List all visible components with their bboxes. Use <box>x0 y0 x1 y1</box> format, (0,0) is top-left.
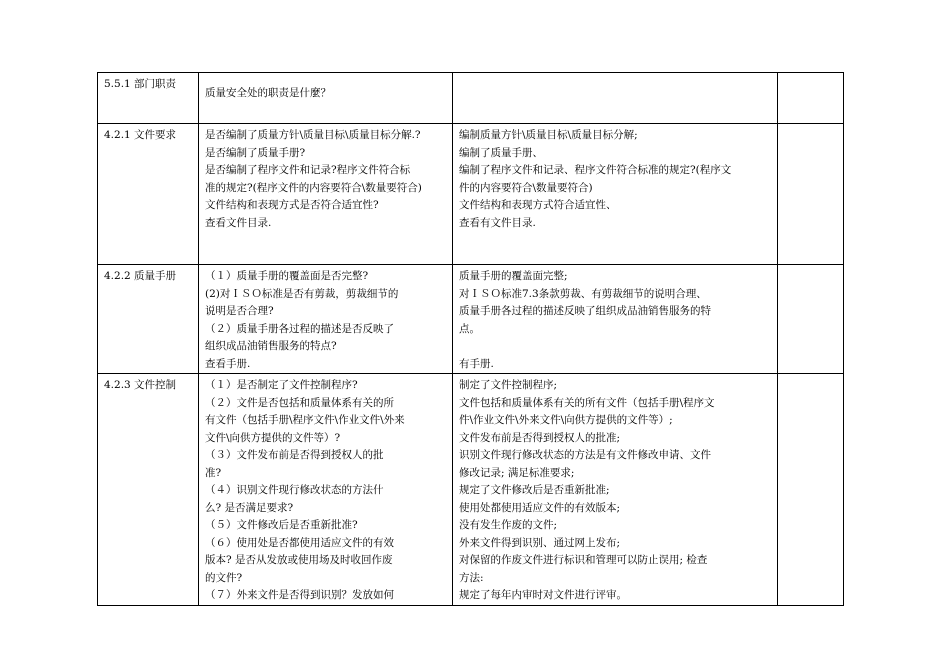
finding-cell <box>453 265 778 374</box>
table-row <box>98 73 844 124</box>
finding-line <box>459 338 771 356</box>
question-line: 查看文件目录. <box>205 216 272 229</box>
finding-line: 文件包括和质量体系有关的所有文件（包括手册\程序文 <box>459 396 715 409</box>
section-label: 4.2.3 文件控制 <box>104 379 177 391</box>
question-line: （３）文件发布前是否得到授权人的批 <box>205 449 384 461</box>
finding-cell <box>453 374 778 606</box>
question-line: 说明是否合理? <box>205 305 274 317</box>
finding-line: 质量手册各过程的描述反映了组织成品油销售服务的特 <box>459 305 711 317</box>
finding-line: 方法: <box>459 571 484 584</box>
finding-line: 使用处都使用适应文件的有效版本; <box>459 501 621 514</box>
section-cell <box>98 374 199 606</box>
question-line: 组织成品油销售服务的特点? <box>205 340 337 352</box>
table-row <box>98 265 844 374</box>
remarks-cell <box>778 73 844 124</box>
question-line: （７）外来文件是否得到识别？发放如何 <box>205 589 394 601</box>
question-line: 准的规定?(程序文件的内容要符合\数量要符合) <box>205 181 422 194</box>
finding-line: 识别文件现行修改状态的方法是有文件修改申请、文件 <box>459 449 711 461</box>
finding-line: 查看有文件目录. <box>459 216 536 229</box>
finding-line: 外来文件得到识别、通过网上发布; <box>459 536 621 549</box>
remarks-cell <box>778 124 844 265</box>
question-line: 文件结构和表现方式是否符合适宜性? <box>205 199 379 211</box>
finding-line: 编制了程序文件和记录、程序文件符合标准的规定?(程序文 <box>459 164 732 176</box>
finding-cell <box>453 124 778 265</box>
question-line: 质量安全处的职责是什麼？ <box>205 87 331 99</box>
finding-line: 质量手册的覆盖面完整; <box>459 270 568 282</box>
question-line: 版本? 是否从发放或使用场及时收回作废 <box>205 554 393 566</box>
finding-line: 规定了文件修改后是否重新批准; <box>459 484 610 496</box>
question-cell <box>199 374 453 606</box>
finding-line: 对ＩＳＯ标准7.3条款剪裁、有剪裁细节的说明合理、 <box>459 287 707 300</box>
finding-line: 规定了每年内审时对文件进行评审。 <box>459 589 627 601</box>
finding-line: 修改记录; 满足标准要求; <box>459 466 575 479</box>
question-line: 的文件? <box>205 571 243 584</box>
finding-line: 编制质量方针\质量目标\质量目标分解; <box>459 129 638 141</box>
finding-cell <box>453 73 778 124</box>
question-line: （５）文件修改后是否重新批准? <box>205 519 358 531</box>
audit-checklist-table <box>97 72 844 606</box>
question-line: 是否编制了质量手册? <box>205 146 306 159</box>
question-line: 准? <box>205 466 222 479</box>
question-cell <box>199 73 453 124</box>
question-line: 是否编制了程序文件和记录?程序文件符合标 <box>205 164 411 176</box>
question-line: 查看手册. <box>205 357 251 370</box>
question-cell <box>199 265 453 374</box>
question-line: （１）质量手册的覆盖面是否完整? <box>205 270 369 282</box>
question-line: 文件\向供方提供的文件等）? <box>205 431 341 444</box>
question-line: 么? 是否满足要求? <box>205 501 294 514</box>
question-line: (2)对ＩＳＯ标准是否有剪裁，剪裁细节的 <box>205 287 399 300</box>
finding-line: 没有发生作废的文件; <box>459 519 558 531</box>
section-label: 5.5.1 部门职责 <box>104 78 177 90</box>
finding-line: 有手册. <box>459 357 494 370</box>
question-line: （４）识别文件现行修改状态的方法什 <box>205 484 384 496</box>
question-line: （２）文件是否包括和质量体系有关的所 <box>205 396 394 409</box>
finding-line: 对保留的作废文件进行标识和管理可以防止误用; 检查 <box>459 554 708 566</box>
remarks-cell <box>778 374 844 606</box>
table-row <box>98 374 844 606</box>
question-line: （１）是否制定了文件控制程序? <box>205 379 358 391</box>
finding-line: 点。 <box>459 322 480 335</box>
finding-line: 文件发布前是否得到授权人的批准; <box>459 431 621 444</box>
section-label: 4.2.2 质量手册 <box>104 270 177 282</box>
section-label: 4.2.1 文件要求 <box>104 129 177 141</box>
question-line: （２）质量手册各过程的描述是否反映了 <box>205 322 394 335</box>
question-line: （６）使用处是否都使用适应文件的有效 <box>205 536 394 549</box>
finding-line: 件的内容要符合\数量要符合) <box>459 181 593 194</box>
section-cell <box>98 124 199 265</box>
question-cell <box>199 124 453 265</box>
section-cell <box>98 265 199 374</box>
question-line: 有文件（包括手册\程序文件\作业文件\外来 <box>205 414 405 426</box>
section-cell <box>98 73 199 124</box>
finding-line: 文件结构和表现方式符合适宜性、 <box>459 199 617 211</box>
finding-line: 制定了文件控制程序; <box>459 379 558 391</box>
finding-line: 件\作业文件\外来文件\向供方提供的文件等）; <box>459 414 673 426</box>
table-row <box>98 124 844 265</box>
question-line: 是否编制了质量方针\质量目标\质量目标分解.? <box>205 129 421 141</box>
remarks-cell <box>778 265 844 374</box>
finding-line: 编制了质量手册、 <box>459 146 543 159</box>
